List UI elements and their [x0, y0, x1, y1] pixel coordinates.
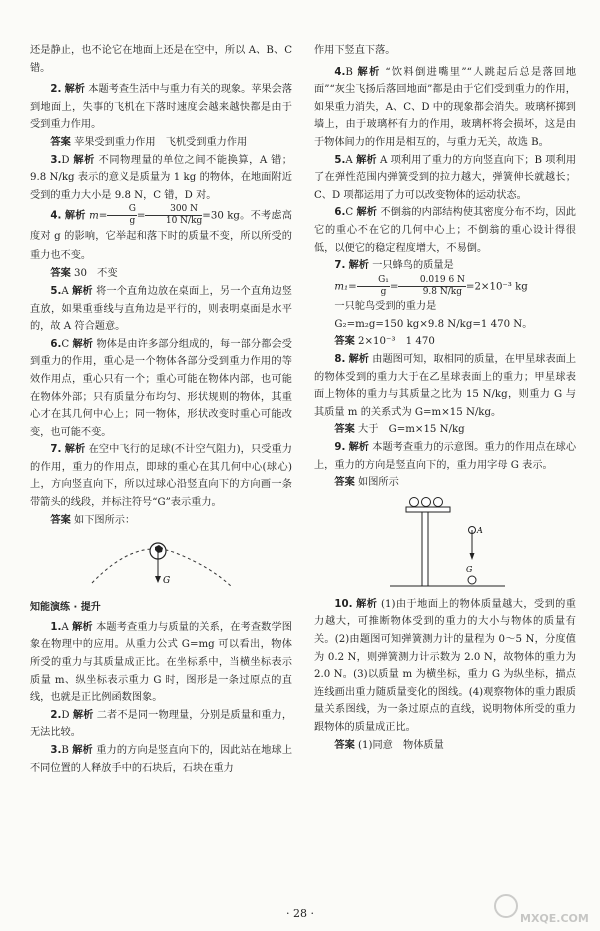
analysis-text: “饮料倒进嘴里”“人跳起后总是落回地面”“灰尘飞扬后落回地面”都是由于它们受到重力的作用，如果重力消失，A、C、D 中的现象都会消失。玻璃杯掷到墙上，由于玻璃杯有力的作用，玻璃杯将会损坏，这是由于物体间力的作用是相互的，与重力无关，故选 B。 [314, 66, 577, 148]
ball-icon [468, 576, 476, 584]
analysis-label: 解析 [348, 441, 369, 453]
item-number: 2. [50, 84, 62, 96]
answer-item-s5 [314, 152, 576, 205]
item-number: 6. [334, 207, 346, 219]
watermark-text: MXQE.COM [520, 912, 589, 925]
answer-item-s4 [314, 64, 576, 152]
analysis-text: 将一个直角边放在桌面上，另一个直角边竖直放，如果重垂线与直角边是平行的，则表明桌面是水平的，故 A 符合题意。 [30, 285, 292, 333]
answer-item-s9 [314, 439, 576, 474]
fraction-denominator: 9.8 N/kg [422, 286, 462, 297]
football-gravity-figure [86, 531, 236, 593]
formula-line [314, 275, 576, 299]
analysis-label: 解析 [356, 598, 378, 610]
fraction-numerator: G₁ [357, 275, 390, 287]
choice-letter: B [61, 745, 69, 756]
analysis-label: 解析 [64, 210, 86, 222]
answer-item-s2 [30, 707, 292, 742]
choice-letter: A [345, 154, 353, 166]
paragraph: 作用下竖直下落。 [314, 45, 396, 56]
fraction-denominator: 10 N/kg [165, 216, 203, 227]
stand-balls-gravity-figure [370, 494, 520, 594]
answer-label: 答案 [50, 136, 71, 148]
fraction-numerator: 0.019 6 N [398, 275, 465, 287]
analysis-label: 解析 [356, 154, 377, 166]
formula-lhs: m= [89, 210, 108, 222]
answer-text: 30 不变 [74, 268, 118, 280]
answer-item-s7 [314, 257, 576, 275]
answer-label: 答案 [334, 477, 355, 489]
answer-line [314, 737, 576, 755]
analysis-text: 二者不是同一物理量，分别是质量和重力，无法比较。 [30, 709, 293, 739]
analysis-text: 一只蜂鸟的质量是 [372, 260, 454, 272]
formula-lhs: m₁= [334, 281, 357, 293]
fraction-numerator: G [107, 204, 137, 216]
answer-line [314, 474, 576, 492]
choice-letter: B [345, 66, 353, 78]
analysis-label: 解析 [72, 285, 93, 297]
answer-text: 苹果受到重力作用 飞机受到重力作用 [74, 136, 248, 148]
answer-label: 答案 [334, 739, 355, 751]
watermark-icon [495, 895, 517, 917]
fraction-numerator: 300 N [145, 204, 202, 216]
left-column [30, 42, 292, 777]
item-number: 4. [334, 66, 346, 78]
force-label: G [466, 564, 473, 574]
fraction-values [145, 204, 202, 227]
analysis-text: 不倒翁的内部结构使其密度分布不均，因此它的重心不在它的几何中心上；不倒翁的重心设计得很低，以便它的稳定程度增大，不易倒。 [314, 207, 576, 254]
answer-text: 如下图所示： [74, 514, 136, 526]
analysis-label: 解析 [64, 84, 85, 96]
item-number: 5. [50, 285, 62, 297]
item-number: 8. [334, 354, 346, 365]
answer-item-s8 [314, 351, 576, 421]
item-number: 9. [334, 441, 346, 453]
watermark-logo [492, 888, 592, 928]
analysis-text: A 项利用了重力的方向竖直向下；B 项利用了在弹性范围内弹簧受到的拉力越大，弹簧伸长就越长；C、D 项都运用了力可以改变物体的运动状态。 [314, 154, 577, 201]
page-number: · 28 · [286, 907, 314, 920]
ball-icon [434, 497, 443, 506]
answer-item-5 [30, 283, 292, 336]
analysis-label: 解析 [72, 338, 94, 350]
analysis-text: 本题考查重力与质量的关系，在考查数学图象在物理中的应用。从重力公式 G=mg 可以看出，物体所受的重力与其质量成正比。在坐标系中，当横坐标表示质量 m、纵坐标表示重力 G 时，图形是一条过原点的直线，也就是正比例函数图象。 [30, 621, 292, 704]
item-number: 7. [50, 444, 62, 456]
fraction-values [398, 275, 465, 298]
analysis-label: 解析 [64, 444, 86, 456]
formula-result: =2×10⁻³ kg [465, 281, 528, 293]
answer-line [314, 333, 576, 351]
stand-shelf [406, 507, 450, 512]
item-number: 6. [50, 338, 62, 350]
answer-item-s1 [30, 619, 292, 707]
fraction-denominator: g [129, 216, 136, 227]
analysis-label: 解析 [348, 260, 369, 272]
answer-line [30, 512, 292, 530]
section-heading: 知能演练 · 提升 [30, 602, 101, 614]
analysis-label: 解析 [72, 745, 93, 756]
answer-label: 答案 [334, 424, 355, 436]
arrow-head-icon [470, 553, 475, 560]
analysis-label: 解析 [348, 354, 369, 365]
choice-letter: A [61, 621, 69, 633]
answer-text: 大于 G=m×15 N/kg [358, 424, 465, 436]
choice-letter: C [345, 207, 354, 219]
item-number: 7. [334, 260, 346, 272]
arrow-head-icon [155, 576, 161, 583]
fraction-g-over-g [107, 204, 137, 227]
fraction-g1-over-g [357, 275, 390, 298]
analysis-text: 物体是由许多部分组成的，每一部分都会受到重力的作用，重心是一个物体各部分受到重力作用的等效作用点，重心只有一个；重心可能在物体内部，也可能在物体外部；只有质量分布均匀、形状规则的物体，其重心才在其几何中心上；同一物体，形状改变时重心可能改变，也可能不变。 [30, 338, 292, 438]
item-number: 5. [334, 154, 346, 166]
answer-line [30, 265, 292, 283]
analysis-label: 解析 [72, 709, 94, 721]
answer-label: 答案 [334, 336, 355, 348]
analysis-text: 本题考查生活中与重力有关的现象。苹果会落到地面上，失事的飞机在下落时速度会越来越快都是由于受到重力作用。 [30, 84, 293, 131]
analysis-text: 本题考查重力的示意图。重力的作用点在球心上，重力的方向是竖直向下的，重力用字母 G 表示。 [314, 441, 577, 471]
paragraph: 一只鸵鸟受到的重力是 [334, 301, 437, 313]
analysis-label: 解析 [72, 621, 93, 633]
right-column [314, 42, 576, 754]
item-number: 10. [334, 598, 353, 610]
analysis-text: (1)由于地面上的物体质量越大，受到的重力越大，可推断物体受到的重力的大小与物体的质量有关。(2)由题图可知弹簧测力计的量程为 0～5 N，分度值为 0.2 N，则弹簧测力计示数为 2.0 N，故物体的重力为 2.0 N。(3)以质量 m 为横坐标，重力 G 为纵坐标，描点连线画出重力随质量变化的图线。(4)观察物体的重力跟质量关系图线，为一条过原点的直线，说明物体所受的重力跟物体的质量成正比。 [314, 598, 576, 733]
item-number: 2. [50, 709, 62, 721]
equals-sign: = [136, 210, 146, 222]
paragraph: 还是静止，也不论它在地面上还是在空中，所以 A、B、C 错。 [30, 45, 292, 74]
answer-item-2 [30, 81, 292, 134]
answer-text: (1)同意 物体质量 [358, 739, 444, 751]
analysis-text: 不同物理量的单位之间不能换算，A 错；9.8 N/kg 表示的意义是质量为 1 kg 的物体，在地面附近受到的重力大小是 9.8 N，C 错，D 对。 [30, 154, 292, 201]
answer-item-s3 [30, 742, 292, 777]
stand-pole [422, 512, 428, 586]
ball-icon [422, 497, 431, 506]
choice-letter: C [61, 338, 70, 350]
item-number: 3. [50, 745, 62, 756]
answer-label: 答案 [50, 268, 71, 280]
answer-item-s10 [314, 596, 576, 737]
force-label: G [163, 576, 171, 587]
ball-icon [410, 497, 419, 506]
answer-item-7 [30, 441, 292, 511]
answer-text: 2×10⁻³ 1 470 [358, 336, 435, 348]
analysis-label: 解析 [357, 66, 381, 78]
equals-sign: = [389, 281, 399, 293]
answer-text: 如图所示 [358, 477, 399, 489]
fraction-denominator: g [380, 286, 387, 297]
choice-letter: A [61, 285, 69, 297]
item-number: 4. [50, 210, 62, 222]
item-number: 1. [50, 621, 62, 633]
formula-line: G₂=m₂g=150 kg×9.8 N/kg=1 470 N。 [334, 318, 533, 330]
answer-line [314, 421, 576, 439]
answer-label: 答案 [50, 514, 71, 526]
point-label: A [477, 525, 483, 535]
choice-letter: D [61, 154, 70, 166]
analysis-label: 解析 [356, 207, 378, 219]
answer-line [30, 134, 292, 152]
formula-result: =30 kg。不考虑高度对 g 的影响，它举起和落下时的质量不变，所以所受的重力也不变。 [30, 210, 292, 262]
answer-item-s6 [314, 204, 576, 257]
answer-item-3 [30, 152, 292, 205]
choice-letter: D [61, 709, 70, 721]
item-number: 3. [50, 154, 62, 166]
analysis-text: 由题图可知，取相同的质量，在甲星球表面上的物体受到的重力大于在乙星球表面上的重力；甲星球表面上物体的重力与其质量之比为 15 N/kg，则重力 G 与其质量 m 的关系式为 G=m×15 N/kg。 [314, 354, 577, 418]
analysis-label: 解析 [73, 154, 95, 166]
analysis-text: 在空中飞行的足球(不计空气阻力)，只受重力的作用，重力的作用点，即球的重心在其几何中心(球心)上，方向竖直向下，所以过球心沿竖直向下的方向画一条带箭头的线段，并标注符号“G”表示重力。 [30, 444, 292, 509]
answer-item-6 [30, 336, 292, 442]
analysis-text: 重力的方向是竖直向下的，因此站在地球上不同位置的人释放手中的石块后，石块在重力 [30, 745, 293, 774]
answer-item-4 [30, 204, 292, 265]
